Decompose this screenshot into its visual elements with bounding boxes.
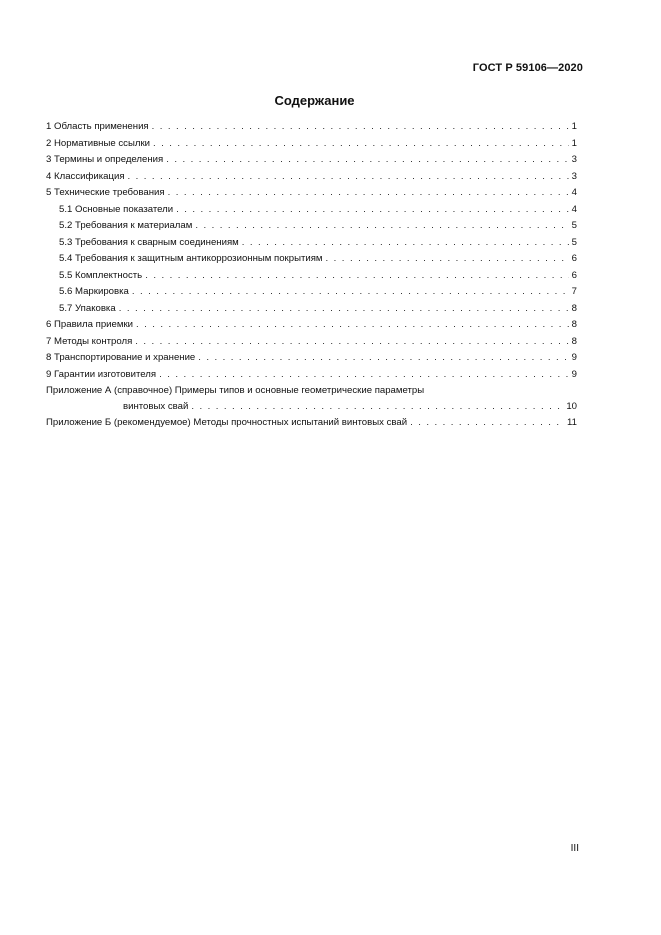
toc-entry-technical-requirements[interactable]	[46, 185, 577, 202]
toc-entry-label: 5.5 Комплектность	[59, 269, 143, 281]
toc-entry-page: 8	[571, 302, 577, 314]
toc-entry-page: 6	[571, 253, 577, 264]
toc-entry-label: 5 Технические требования	[46, 187, 165, 198]
toc-leader-dots	[135, 334, 568, 351]
toc-entry-page: 8	[571, 319, 577, 330]
toc-entry-label-continued: винтовых свай	[123, 401, 189, 412]
toc-leader-dots	[191, 399, 563, 415]
toc-leader-dots	[166, 152, 568, 169]
toc-entry-marking[interactable]	[46, 284, 577, 301]
toc-leader-dots	[198, 350, 568, 367]
toc-entry-page: 9	[571, 368, 577, 380]
toc-leader-dots	[159, 367, 569, 384]
toc-leader-dots	[153, 136, 569, 153]
toc-entry-packaging[interactable]	[46, 301, 577, 318]
toc-entry-label: 1 Область применения	[46, 121, 149, 132]
toc-leader-dots	[128, 169, 569, 186]
toc-leader-dots	[326, 251, 569, 268]
toc-entry-page: 9	[571, 352, 577, 363]
toc-entry-label: 6 Правила приемки	[46, 319, 133, 330]
toc-entry-page: 7	[571, 286, 577, 297]
page-number: III	[570, 843, 579, 854]
toc-title: Содержание	[274, 93, 355, 108]
toc-entry-material-requirements[interactable]	[46, 218, 577, 235]
toc-entry-label: 3 Термины и определения	[46, 154, 164, 165]
toc-entry-page: 4	[571, 203, 577, 215]
toc-entry-acceptance-rules[interactable]	[46, 317, 577, 334]
toc-entry-scope[interactable]	[46, 119, 577, 136]
toc-entry-page: 1	[571, 137, 577, 149]
toc-entry-label: 5.7 Упаковка	[59, 302, 116, 314]
document-code: ГОСТ Р 59106—2020	[472, 62, 583, 74]
toc-entry-page: 3	[571, 154, 577, 165]
toc-entry-label: 2 Нормативные ссылки	[46, 137, 151, 149]
toc-entry-appendix-a[interactable]	[46, 383, 577, 415]
toc-entry-label: 5.6 Маркировка	[59, 286, 129, 297]
toc-entry-label: 5.4 Требования к защитным антикоррозионным покрытиям	[59, 253, 323, 264]
toc-entry-completeness[interactable]	[46, 268, 577, 285]
toc-entry-main-indicators[interactable]	[46, 202, 577, 219]
toc-entry-page: 6	[571, 269, 577, 281]
toc-entry-page: 11	[567, 417, 577, 428]
toc-entry-page: 5	[571, 236, 577, 248]
table-of-contents	[46, 119, 577, 432]
toc-leader-dots	[410, 415, 564, 432]
toc-entry-label: 9 Гарантии изготовителя	[46, 368, 157, 380]
toc-entry-label: 5.3 Требования к сварным соединениям	[59, 236, 239, 248]
toc-entry-label: 4 Классификация	[46, 170, 125, 182]
toc-entry-page: 8	[571, 335, 577, 347]
toc-entry-label: Приложение А (справочное) Примеры типов и основные геометрические параметры	[46, 385, 425, 396]
toc-entry-classification[interactable]	[46, 169, 577, 186]
toc-leader-dots	[119, 301, 569, 318]
toc-entry-transport-storage[interactable]	[46, 350, 577, 367]
toc-entry-page: 10	[566, 401, 577, 412]
toc-leader-dots	[136, 317, 569, 334]
toc-entry-page: 5	[571, 220, 577, 231]
toc-entry-label: 7 Методы контроля	[46, 335, 133, 347]
toc-entry-label: 5.1 Основные показатели	[59, 203, 174, 215]
toc-entry-page: 4	[571, 187, 577, 198]
toc-entry-control-methods[interactable]	[46, 334, 577, 351]
toc-entry-label: 8 Транспортирование и хранение	[46, 352, 196, 363]
toc-leader-dots	[195, 218, 568, 235]
toc-entry-terms[interactable]	[46, 152, 577, 169]
toc-entry-page: 1	[571, 121, 577, 132]
toc-leader-dots	[242, 235, 569, 252]
toc-entry-appendix-b[interactable]	[46, 415, 577, 432]
toc-leader-dots	[132, 284, 569, 301]
toc-entry-page: 3	[571, 170, 577, 182]
toc-leader-dots	[145, 268, 568, 285]
toc-entry-label: 5.2 Требования к материалам	[59, 220, 193, 231]
toc-entry-welded-joints[interactable]	[46, 235, 577, 252]
toc-leader-dots	[152, 119, 569, 136]
toc-entry-label: Приложение Б (рекомендуемое) Методы прочностных испытаний винтовых свай	[46, 417, 408, 428]
toc-entry-normative-references[interactable]	[46, 136, 577, 153]
toc-entry-manufacturer-warranty[interactable]	[46, 367, 577, 384]
toc-entry-anticorrosion-coatings[interactable]	[46, 251, 577, 268]
toc-leader-dots	[168, 185, 569, 202]
toc-leader-dots	[176, 202, 569, 219]
